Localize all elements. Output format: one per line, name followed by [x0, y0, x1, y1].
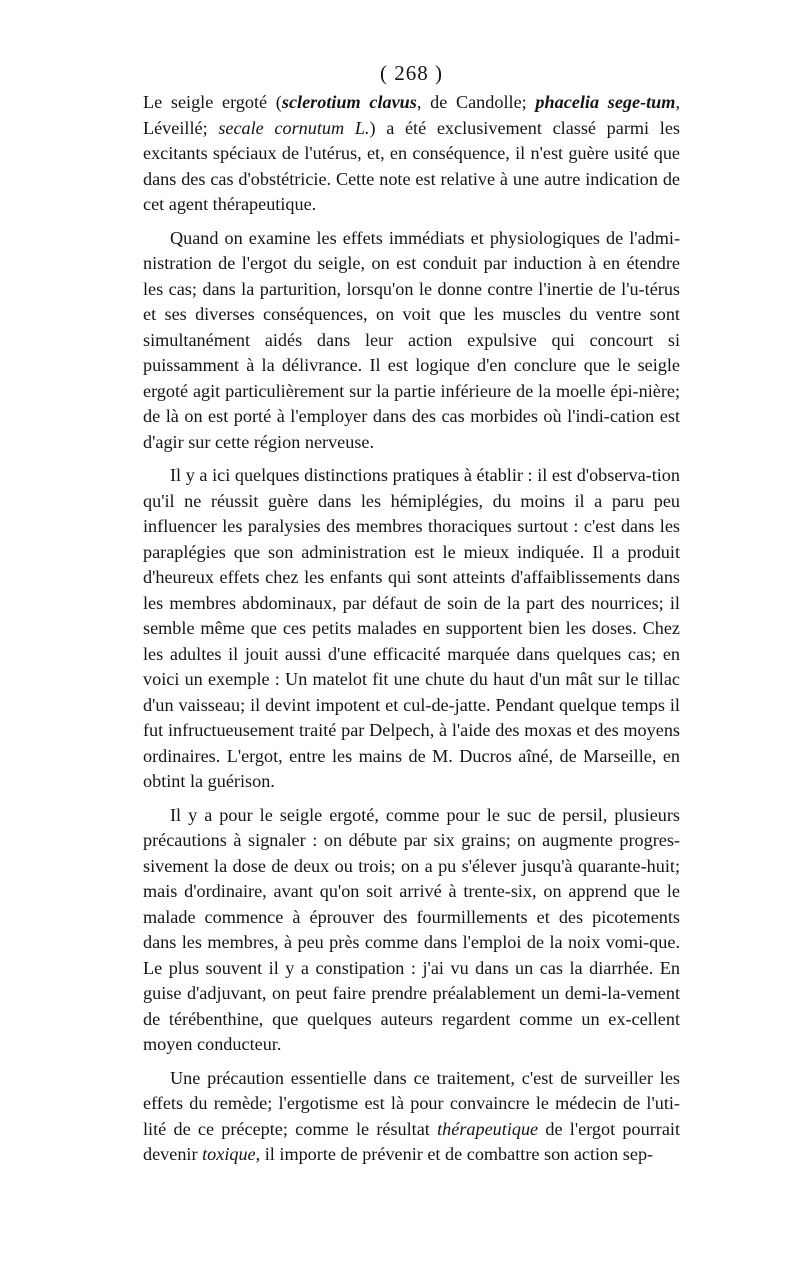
- text-segment: , Léveillé;: [143, 92, 680, 138]
- text-segment: , il importe de prévenir et de combattre son action sep-: [255, 1144, 654, 1164]
- page-number: ( 268 ): [380, 61, 443, 85]
- text-segment: de l'ergot pourrait devenir: [143, 1118, 680, 1164]
- text-segment: Il y a pour le seigle ergoté, comme pour le suc de persil, plusieurs précautions à signaler : on débute par six grains; on augmente progres-sivement la dose de deux ou trois; on a pu s'élever jusqu'à quarante-huit; mais d'ordinaire, avant qu'on soit arrivé à trente-six, on apprend que le malade commence à éprouver des fourmillements et des picotements dans les membres, à peu près comme dans l'emploi de la noix vomi-que. Le plus souvent il y a constipation : j'ai vu dans un cas la diarrhée. En guise d'adjuvant, on peut faire prendre préalablement un demi-la-vement de térébenthine, que quelques auteurs regardent comme un ex-cellent moyen conducteur.: [143, 804, 680, 1054]
- latin-name-italic: phacelia sege-tum: [535, 92, 676, 112]
- text-segment: ) a été exclusivement classé parmi les excitants spéciaux de l'utérus, et, en conséquence, il n'est guère usité que dans des cas d'obstétricie. Cette note est relative à une autre indication de cet agent thérapeutique.: [143, 117, 680, 214]
- latin-name-italic: secale cornutum L.: [218, 117, 370, 138]
- latin-name-italic: sclerotium clavus: [281, 92, 417, 112]
- paragraph: [143, 803, 680, 1058]
- paragraph: [143, 463, 680, 795]
- text-segment: , de Candolle;: [416, 92, 536, 112]
- paragraph: [143, 226, 680, 456]
- emphasis-italic: thérapeutique: [437, 1118, 539, 1139]
- text-segment: Il y a ici quelques distinctions pratiques à établir : il est d'observa-tion qu'il ne réussit guère dans les hémiplégies, du moins il a paru peu influencer les paralysies des membres thoraciques surtout : c'est dans les paraplégies que son administration est le mieux indiquée. Il a produit d'heureux effets chez les enfants qui sont atteints d'affaiblissements dans les membres abdominaux, par défaut de soin de la part des nourrices; il semble même que ces petits malades en supportent bien les doses. Chez les adultes il jouit aussi d'une efficacité marquée dans quelques cas; en voici un exemple : Un matelot fit une chute du haut d'un mât sur le tillac d'un vaisseau; il devint impotent et cul-de-jatte. Pendant quelque temps il fut infructueusement traité par Delpech, à l'aide des moxas et des moyens ordinaires. L'ergot, entre les mains de M. Ducros aîné, de Marseille, en obtint la guérison.: [143, 465, 680, 791]
- paragraph: [143, 90, 680, 218]
- text-segment: Une précaution essentielle dans ce traitement, c'est de surveiller les effets du remède; l'ergotisme est là pour convaincre le médecin de l'uti-lité de ce précepte; comme le résultat: [143, 1067, 680, 1139]
- text-segment: Quand on examine les effets immédiats et physiologiques de l'admi-nistration de l'ergot du seigle, on est conduit par induction à en étendre les cas; dans la parturition, lorsqu'on le donne contre l'inertie de l'u-térus et ses diverses conséquences, on voit que les muscles du ventre sont simultanément aidés dans leur action expulsive qui concourt si puissamment à la délivrance. Il est logique d'en conclure que le seigle ergoté agit particulièrement sur la partie inférieure de la moelle épi-nière; de là on est porté à l'employer dans des cas morbides où l'indi-cation est d'agir sur cette région nerveuse.: [143, 227, 680, 452]
- document-page: [143, 58, 680, 1176]
- paragraph: [143, 1066, 680, 1168]
- emphasis-italic: toxique: [202, 1144, 256, 1164]
- text-segment: Le seigle ergoté (: [143, 92, 282, 112]
